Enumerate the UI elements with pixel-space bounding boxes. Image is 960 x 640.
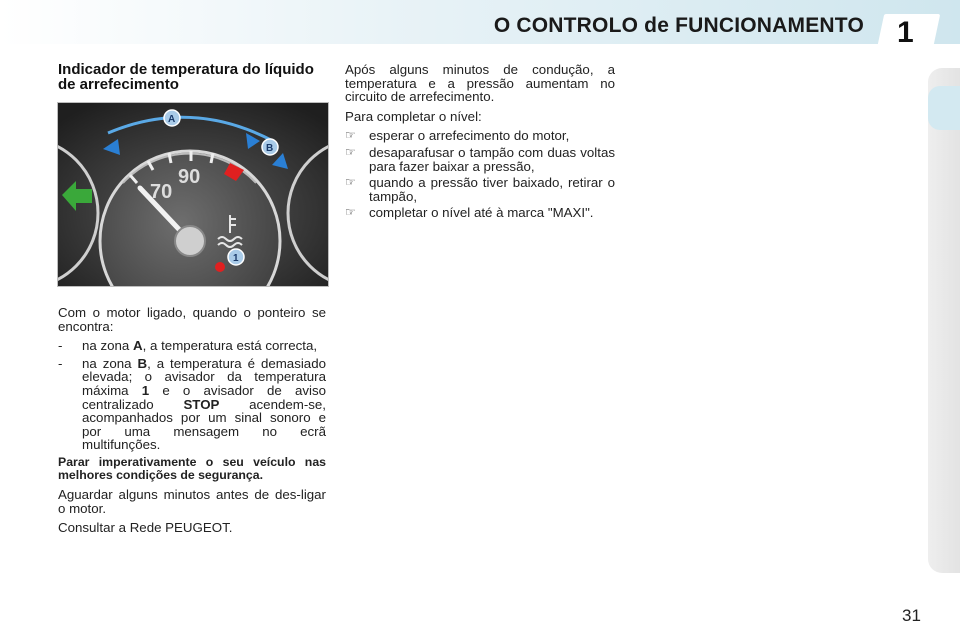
intro-paragraph: Com o motor ligado, quando o ponteiro se encontra: (58, 305, 326, 334)
warning-number: 1 (141, 382, 150, 398)
left-text-column (58, 306, 326, 541)
zone-b-post: acendem-se, acompanhados por um sinal sonoro e por uma mensagem no ecrã multifunções. (82, 396, 326, 453)
zone-a-label: A (133, 338, 143, 354)
side-chapter-marker (928, 86, 960, 130)
complete-level-heading: Para completar o nível: (345, 108, 482, 124)
gauge-tick-70: 70 (150, 181, 173, 203)
gauge-illustration (57, 102, 329, 287)
chapter-number: 1 (897, 16, 914, 49)
steps-list (345, 129, 615, 220)
step-text: desaparafusar o tampão com duas voltas para fazer baixar a pressão, (369, 144, 615, 174)
right-intro-paragraph: Após alguns minutos de condução, a temperatura e a pressão aumentam no circuito de arrefecimento. (345, 62, 615, 105)
step-item (345, 176, 615, 203)
gauge-tick-90: 90 (178, 166, 201, 188)
step-text: esperar o arrefecimento do motor, (369, 128, 570, 144)
zone-a-item (58, 339, 326, 353)
hand-pointer-icon: ☞ (345, 175, 356, 190)
zone-b-mid2: e o avisador de aviso centralizado (82, 382, 326, 412)
gauge-hub (175, 226, 205, 256)
label-b: B (266, 143, 274, 154)
safety-warning: Parar imperativamente o seu veículo nas melhores condições de segurança. (58, 454, 326, 482)
stop-label: STOP (183, 396, 220, 412)
dash-mark: - (58, 355, 63, 371)
step-text: quando a pressão tiver baixado, retirar o tampão, (369, 175, 615, 204)
hand-pointer-icon: ☞ (345, 128, 356, 143)
side-strip (928, 68, 960, 573)
max-temp-warning-light (215, 262, 225, 272)
gauge-svg (58, 103, 328, 286)
hand-pointer-icon: ☞ (345, 205, 356, 220)
right-text-column (345, 63, 615, 226)
step-item (345, 129, 615, 143)
zone-b-mid: , a temperatura é demasiado elevada; o avisador da temperatura máxima (82, 355, 326, 398)
dash-mark: - (58, 338, 63, 354)
zone-b-pre: na zona (82, 355, 138, 371)
zone-a-post: , a temperatura está correcta, (142, 338, 318, 354)
page-number: 31 (902, 606, 921, 625)
zone-a-pre: na zona (82, 338, 134, 354)
label-a: A (168, 114, 176, 125)
consult-paragraph: Consultar a Rede PEUGEOT. (58, 520, 233, 536)
zone-b-item (58, 357, 326, 452)
hand-pointer-icon: ☞ (345, 144, 356, 159)
section-title: Indicador de temperatura do líquido de arrefecimento (58, 61, 314, 93)
label-1: 1 (233, 253, 239, 264)
step-item (345, 146, 615, 173)
page-header-title: O CONTROLO de FUNCIONAMENTO (493, 14, 864, 37)
zone-b-label: B (137, 355, 148, 371)
wait-paragraph: Aguardar alguns minutos antes de des-ligar o motor. (58, 486, 326, 516)
step-text: completar o nível até à marca "MAXI". (369, 205, 594, 221)
step-item (345, 206, 615, 220)
